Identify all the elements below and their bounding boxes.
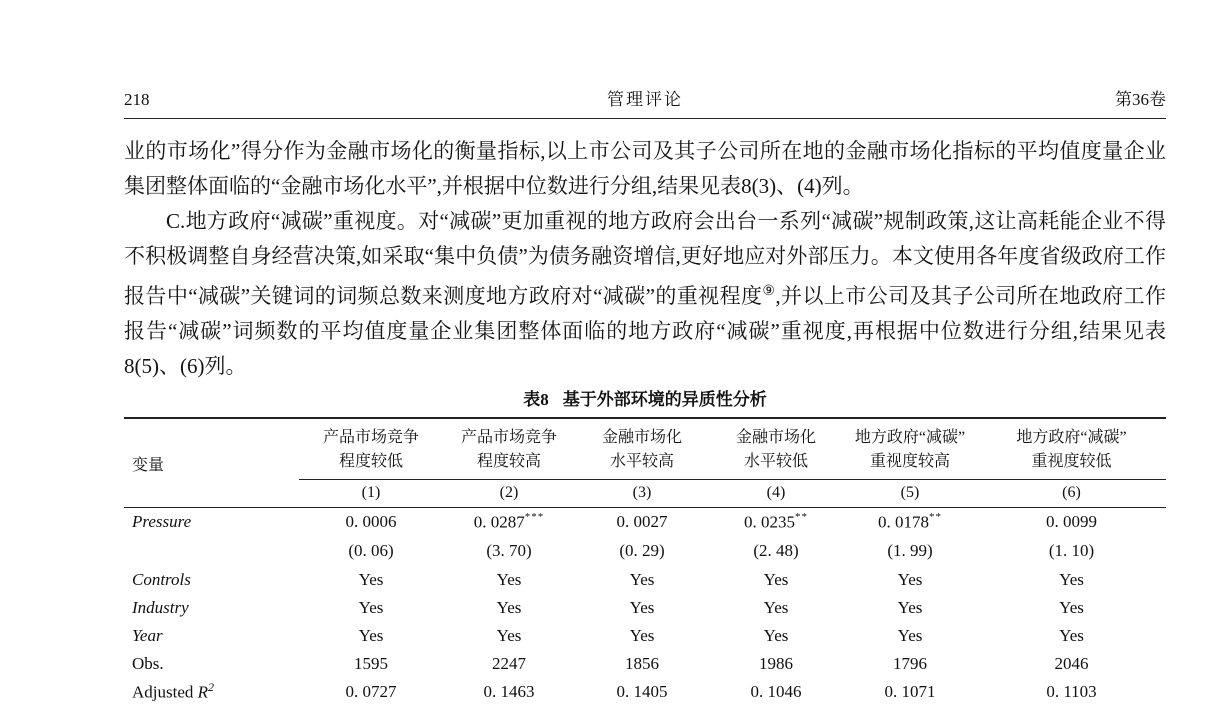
- cell-value: Yes: [763, 597, 789, 617]
- regression-table: [124, 417, 1166, 706]
- cell-value: 2046: [1054, 653, 1089, 673]
- data-cell: [843, 537, 977, 566]
- cell-value: 0. 0235: [744, 512, 795, 532]
- row-label-cell: Obs.: [132, 653, 164, 673]
- cell-value: 1986: [759, 653, 793, 673]
- cell-value: Yes: [629, 625, 655, 645]
- data-cell: [977, 650, 1166, 678]
- volume-label: 第36卷: [1114, 90, 1166, 109]
- stub-header-cell: 变量: [124, 418, 299, 508]
- cell-value: 0. 1103: [1046, 681, 1097, 701]
- cell-value: Yes: [897, 625, 923, 645]
- cell-value: 0. 1405: [616, 681, 668, 701]
- table-row: [124, 622, 1166, 650]
- cell-value: 0. 1463: [483, 681, 535, 701]
- cell-value: Yes: [496, 625, 522, 645]
- cell-value: 0. 0099: [1046, 512, 1097, 532]
- data-cell: [299, 508, 443, 537]
- table-body: [124, 508, 1166, 706]
- cell-value: 0. 0027: [616, 512, 668, 532]
- cell-value: Yes: [1059, 625, 1084, 645]
- table-row: [124, 594, 1166, 622]
- page-number: 218: [124, 90, 150, 109]
- cell-value: 0. 0287: [473, 512, 525, 532]
- cell-value: Yes: [897, 597, 923, 617]
- column-header-line2: 重视度较高: [869, 453, 950, 470]
- row-label-cell: Controls: [132, 569, 191, 589]
- data-cell: [977, 622, 1166, 650]
- data-cell: [843, 508, 977, 537]
- column-header-line1: 产品市场竞争: [460, 429, 557, 446]
- cell-value: (2. 48): [753, 541, 799, 560]
- cell-value: Yes: [496, 597, 522, 617]
- column-header-cell-3: [575, 418, 709, 480]
- data-cell: [443, 678, 575, 706]
- column-number-cell-5: (5): [843, 480, 977, 508]
- cell-value: 0. 1071: [884, 681, 936, 701]
- column-header-cell-2: [443, 418, 575, 480]
- significance-stars: ***: [524, 510, 545, 523]
- cell-value: 0. 1046: [750, 681, 802, 701]
- table-caption: [124, 388, 1166, 412]
- cell-value: Yes: [1059, 597, 1084, 617]
- column-number-cell-1: (1): [299, 480, 443, 508]
- data-cell: [709, 566, 843, 594]
- table-head: [124, 418, 1166, 508]
- data-cell: [843, 650, 977, 678]
- cell-value: Yes: [358, 625, 384, 645]
- row-label-part: Adjusted: [132, 682, 198, 702]
- column-header-line1: 金融市场化: [601, 429, 682, 446]
- column-header-line1: 地方政府“减碳”: [1016, 429, 1127, 446]
- column-number-cell-3: (3): [575, 480, 709, 508]
- cell-value: (1. 99): [887, 541, 933, 560]
- data-cell: [709, 678, 843, 706]
- data-cell: [443, 566, 575, 594]
- data-cell: [443, 622, 575, 650]
- paper-page: [124, 0, 1166, 706]
- data-cell: [443, 537, 575, 566]
- column-number-cell-4: (4): [709, 480, 843, 508]
- cell-value: Yes: [763, 625, 789, 645]
- data-cell: [709, 594, 843, 622]
- column-header-line2: 重视度较低: [1031, 453, 1112, 470]
- column-header-line2: 水平较低: [743, 453, 808, 470]
- data-cell: [843, 678, 977, 706]
- data-cell: [977, 537, 1166, 566]
- column-header-cell-5: [843, 418, 977, 480]
- cell-value: 0. 0727: [345, 681, 397, 701]
- data-cell: [299, 678, 443, 706]
- column-header-line1: 产品市场竞争: [322, 429, 419, 446]
- data-cell: [575, 650, 709, 678]
- column-header-cell-1: [299, 418, 443, 480]
- cell-value: (0. 06): [348, 541, 394, 560]
- data-cell: [575, 678, 709, 706]
- column-header-line1: 金融市场化: [735, 429, 816, 446]
- cell-value: 1595: [354, 653, 388, 673]
- table-row: [124, 508, 1166, 537]
- data-cell: [709, 622, 843, 650]
- cell-value: (3. 70): [486, 541, 532, 560]
- data-cell: [843, 622, 977, 650]
- data-cell: [299, 566, 443, 594]
- column-header-line2: 程度较高: [476, 453, 541, 470]
- data-cell: [443, 594, 575, 622]
- cell-value: 0. 0006: [345, 512, 397, 532]
- data-cell: [977, 594, 1166, 622]
- journal-title: 管理评论: [606, 90, 683, 109]
- data-cell: [977, 508, 1166, 537]
- cell-value: Yes: [496, 569, 522, 589]
- table-number: 表8: [523, 390, 549, 409]
- data-cell: [299, 622, 443, 650]
- column-header-cell-6: [977, 418, 1166, 480]
- column-header-line2: 水平较高: [609, 453, 674, 470]
- table-row: [124, 678, 1166, 706]
- table-title: 基于外部环境的异质性分析: [562, 390, 767, 409]
- cell-value: Yes: [358, 569, 384, 589]
- column-number-cell-2: (2): [443, 480, 575, 508]
- cell-value: Yes: [1059, 569, 1084, 589]
- data-cell: [575, 537, 709, 566]
- column-header-line1: 地方政府“减碳”: [854, 429, 966, 446]
- data-cell: [575, 566, 709, 594]
- data-cell: [575, 508, 709, 537]
- column-header-cell-4: [709, 418, 843, 480]
- data-cell: [977, 566, 1166, 594]
- row-label-cell: Year: [132, 625, 163, 645]
- cell-value: (0. 29): [619, 541, 665, 560]
- cell-value: Yes: [897, 569, 923, 589]
- row-label-cell: [124, 678, 299, 706]
- data-cell: [843, 594, 977, 622]
- table-row: [124, 650, 1166, 678]
- significance-stars: **: [795, 510, 808, 523]
- cell-value: Yes: [629, 597, 655, 617]
- cell-value: Yes: [629, 569, 655, 589]
- data-cell: [299, 594, 443, 622]
- data-cell: [709, 508, 843, 537]
- cell-value: Yes: [763, 569, 789, 589]
- data-cell: [299, 650, 443, 678]
- table-row: [124, 566, 1166, 594]
- data-cell: [575, 594, 709, 622]
- row-label-part: R: [197, 682, 209, 702]
- running-header: [124, 0, 1166, 119]
- significance-stars: **: [929, 510, 942, 523]
- data-cell: [709, 537, 843, 566]
- data-cell: [843, 566, 977, 594]
- body-paragraph-2: C.地方政府“减碳”重视度。对“减碳”更加重视的地方政府会出台一系列“减碳”规制政策,这让高耗能企业不得不积极调整自身经营决策,如采取“集中负债”为债务融资增信,更好地应对外部压力。本文使用各年度省级政府工作报告中“减碳”关键词的词频总数来测度地方政府对“减碳”的重视程度⑨,并以上市公司及其子公司所在地政府工作报告“减碳”词频数的平均值度量企业集团整体面临的地方政府“减碳”重视度,再根据中位数进行分组,结果见表8(5)、(6)列。: [124, 209, 1167, 378]
- cell-value: 1856: [625, 653, 659, 673]
- cell-value: (1. 10): [1048, 541, 1095, 560]
- cell-value: 1796: [893, 653, 927, 673]
- table-row: [124, 537, 1166, 566]
- data-cell: [709, 650, 843, 678]
- body-paragraph-1: 业的市场化”得分作为金融市场化的衡量指标,以上市公司及其子公司所在地的金融市场化指标的平均值度量企业集团整体面临的“金融市场化水平”,并根据中位数进行分组,结果见表8(3)、(4)列。: [124, 139, 1166, 198]
- row-label-cell: Pressure: [132, 512, 192, 532]
- data-cell: [299, 537, 443, 566]
- cell-value: Yes: [358, 597, 384, 617]
- column-number-cell-6: (6): [977, 480, 1166, 508]
- data-cell: [443, 508, 575, 537]
- data-cell: [443, 650, 575, 678]
- column-header-line2: 程度较低: [338, 453, 403, 470]
- data-cell: [977, 678, 1166, 706]
- header-row-groups: [124, 418, 1166, 480]
- cell-value: 2247: [492, 653, 526, 673]
- cell-value: 0. 0178: [878, 512, 929, 532]
- row-label-cell: [124, 537, 299, 566]
- footnote-marker-9: ⑨: [762, 284, 776, 299]
- data-cell: [575, 622, 709, 650]
- row-label-superscript: 2: [208, 680, 215, 695]
- row-label-cell: Industry: [132, 597, 189, 617]
